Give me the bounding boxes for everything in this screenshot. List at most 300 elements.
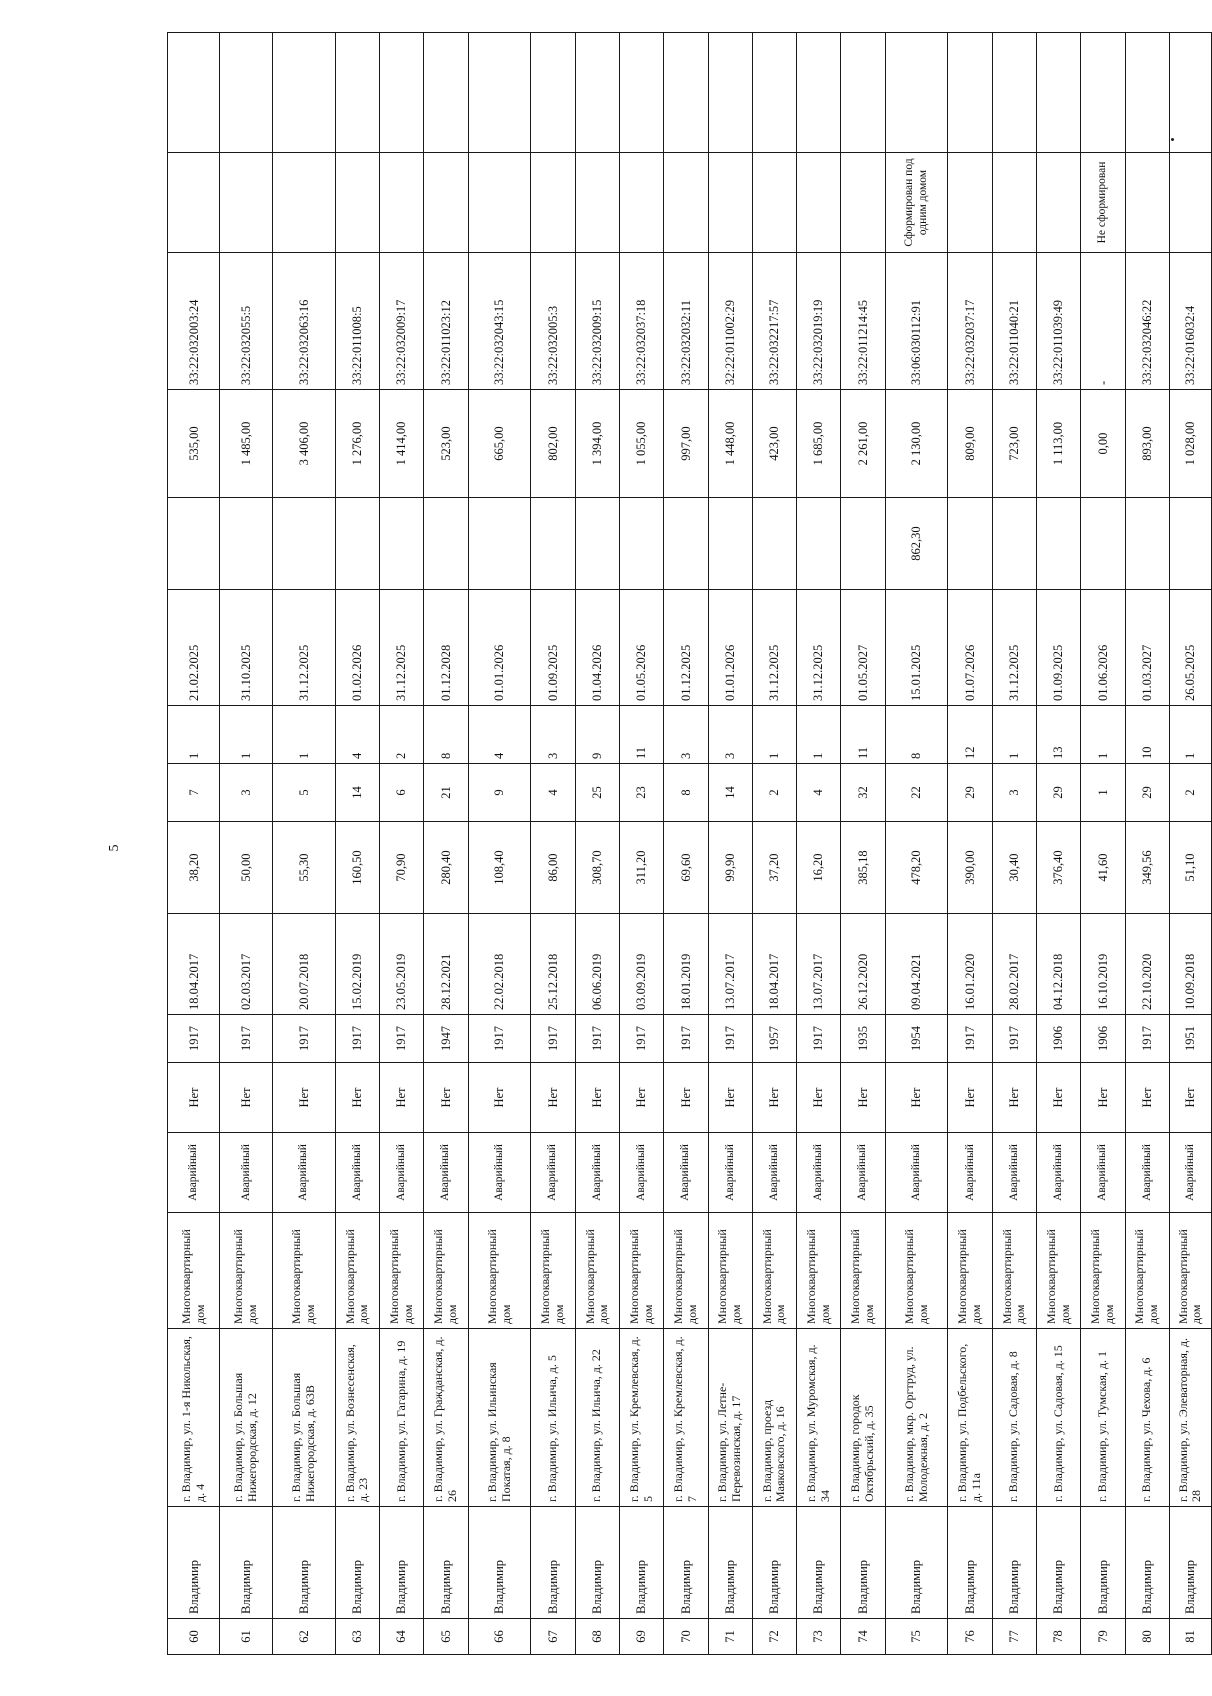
address-cell: г. Владимир, ул. 1-я Никольская, д. 4 bbox=[168, 1329, 220, 1507]
cadastral-number-cell: 33:22:032003:24 bbox=[168, 253, 220, 390]
area-cell: 41,60 bbox=[1081, 822, 1125, 914]
address-cell: г. Владимир, ул. Муромская, д. 34 bbox=[797, 1329, 841, 1507]
land-area-cell: 1 485,00 bbox=[220, 390, 272, 498]
condition-cell: Аварийный bbox=[468, 1133, 531, 1213]
planned-date-cell: 26.05.2025 bbox=[1169, 590, 1211, 706]
note-cell bbox=[797, 153, 841, 253]
note-cell bbox=[619, 153, 663, 253]
residents-cell: 14 bbox=[335, 764, 379, 822]
planned-date-cell: 01.05.2027 bbox=[841, 590, 885, 706]
flag-cell: Нет bbox=[752, 1063, 796, 1133]
note-cell bbox=[664, 153, 708, 253]
year-built-cell: 1954 bbox=[885, 1015, 948, 1063]
year-built-cell: 1917 bbox=[575, 1015, 619, 1063]
planned-date-cell: 01.09.2025 bbox=[1037, 590, 1081, 706]
cadastral-number-cell: 33:22:011214:45 bbox=[841, 253, 885, 390]
row-number: 65 bbox=[424, 1619, 468, 1655]
premises-count-cell: 1 bbox=[220, 706, 272, 764]
recognition-date-cell: 10.09.2018 bbox=[1169, 914, 1211, 1015]
condition-cell: Аварийный bbox=[168, 1133, 220, 1213]
premises-count-cell: 1 bbox=[992, 706, 1036, 764]
residents-cell: 21 bbox=[424, 764, 468, 822]
table-row bbox=[797, 33, 841, 1655]
cadastral-number-cell: 33:22:032009:15 bbox=[575, 253, 619, 390]
extra-value-cell bbox=[468, 498, 531, 590]
city-cell: Владимир bbox=[424, 1507, 468, 1619]
condition-cell: Аварийный bbox=[220, 1133, 272, 1213]
planned-date-cell: 31.10.2025 bbox=[220, 590, 272, 706]
rotated-table-wrapper bbox=[167, 33, 1212, 1655]
extra-value-cell bbox=[220, 498, 272, 590]
flag-cell: Нет bbox=[380, 1063, 424, 1133]
row-number: 75 bbox=[885, 1619, 948, 1655]
area-cell: 390,00 bbox=[948, 822, 992, 914]
row-number: 73 bbox=[797, 1619, 841, 1655]
cadastral-number-cell: 33:22:032019:19 bbox=[797, 253, 841, 390]
residents-cell: 29 bbox=[1037, 764, 1081, 822]
city-cell: Владимир bbox=[752, 1507, 796, 1619]
planned-date-cell: 01.01.2026 bbox=[708, 590, 752, 706]
city-cell: Владимир bbox=[168, 1507, 220, 1619]
note-cell bbox=[1169, 153, 1211, 253]
building-type-cell: Многоквартирный дом bbox=[424, 1213, 468, 1329]
empty-cell bbox=[708, 33, 752, 153]
address-cell: г. Владимир, ул. Ильича, д. 5 bbox=[531, 1329, 575, 1507]
empty-cell bbox=[1037, 33, 1081, 153]
row-number: 61 bbox=[220, 1619, 272, 1655]
planned-date-cell: 01.09.2025 bbox=[531, 590, 575, 706]
cadastral-number-cell: 33:22:032032:11 bbox=[664, 253, 708, 390]
cadastral-number-cell: 32:22:011002:29 bbox=[708, 253, 752, 390]
table-row bbox=[380, 33, 424, 1655]
empty-cell bbox=[841, 33, 885, 153]
recognition-date-cell: 28.02.2017 bbox=[992, 914, 1036, 1015]
empty-cell bbox=[664, 33, 708, 153]
area-cell: 86,00 bbox=[531, 822, 575, 914]
year-built-cell: 1917 bbox=[380, 1015, 424, 1063]
premises-count-cell: 3 bbox=[531, 706, 575, 764]
city-cell: Владимир bbox=[1169, 1507, 1211, 1619]
recognition-date-cell: 23.05.2019 bbox=[380, 914, 424, 1015]
recognition-date-cell: 16.01.2020 bbox=[948, 914, 992, 1015]
address-cell: г. Владимир, мкр. Оргтруд, ул. Молодежная, д. 2 bbox=[885, 1329, 948, 1507]
city-cell: Владимир bbox=[1037, 1507, 1081, 1619]
extra-value-cell bbox=[1037, 498, 1081, 590]
residents-cell: 4 bbox=[797, 764, 841, 822]
table-row bbox=[272, 33, 335, 1655]
planned-date-cell: 15.01.2025 bbox=[885, 590, 948, 706]
condition-cell: Аварийный bbox=[752, 1133, 796, 1213]
planned-date-cell: 01.04.2026 bbox=[575, 590, 619, 706]
area-cell: 38,20 bbox=[168, 822, 220, 914]
recognition-date-cell: 16.10.2019 bbox=[1081, 914, 1125, 1015]
cadastral-number-cell: 33:22:032037:17 bbox=[948, 253, 992, 390]
note-cell bbox=[1037, 153, 1081, 253]
condition-cell: Аварийный bbox=[424, 1133, 468, 1213]
flag-cell: Нет bbox=[797, 1063, 841, 1133]
residents-cell: 2 bbox=[1169, 764, 1211, 822]
building-type-cell: Многоквартирный дом bbox=[335, 1213, 379, 1329]
land-area-cell: 523,00 bbox=[424, 390, 468, 498]
condition-cell: Аварийный bbox=[841, 1133, 885, 1213]
city-cell: Владимир bbox=[468, 1507, 531, 1619]
flag-cell: Нет bbox=[1125, 1063, 1169, 1133]
table-row bbox=[575, 33, 619, 1655]
city-cell: Владимир bbox=[1125, 1507, 1169, 1619]
address-cell: г. Владимир, ул. Ильинская Покатая, д. 8 bbox=[468, 1329, 531, 1507]
building-type-cell: Многоквартирный дом bbox=[841, 1213, 885, 1329]
building-type-cell: Многоквартирный дом bbox=[380, 1213, 424, 1329]
recognition-date-cell: 18.04.2017 bbox=[752, 914, 796, 1015]
cadastral-number-cell: 33:22:032037:18 bbox=[619, 253, 663, 390]
row-number: 64 bbox=[380, 1619, 424, 1655]
empty-cell bbox=[380, 33, 424, 153]
land-area-cell: 423,00 bbox=[752, 390, 796, 498]
cadastral-number-cell: 33:22:032009:17 bbox=[380, 253, 424, 390]
land-area-cell: 723,00 bbox=[992, 390, 1036, 498]
area-cell: 70,90 bbox=[380, 822, 424, 914]
flag-cell: Нет bbox=[220, 1063, 272, 1133]
recognition-date-cell: 13.07.2017 bbox=[797, 914, 841, 1015]
table-row bbox=[1037, 33, 1081, 1655]
premises-count-cell: 8 bbox=[885, 706, 948, 764]
condition-cell: Аварийный bbox=[1169, 1133, 1211, 1213]
planned-date-cell: 01.02.2026 bbox=[335, 590, 379, 706]
cadastral-number-cell: - bbox=[1081, 253, 1125, 390]
city-cell: Владимир bbox=[841, 1507, 885, 1619]
flag-cell: Нет bbox=[575, 1063, 619, 1133]
planned-date-cell: 01.12.2025 bbox=[664, 590, 708, 706]
year-built-cell: 1917 bbox=[708, 1015, 752, 1063]
cadastral-number-cell: 33:22:032055:5 bbox=[220, 253, 272, 390]
extra-value-cell bbox=[575, 498, 619, 590]
flag-cell: Нет bbox=[1037, 1063, 1081, 1133]
row-number: 68 bbox=[575, 1619, 619, 1655]
land-area-cell: 997,00 bbox=[664, 390, 708, 498]
area-cell: 55,30 bbox=[272, 822, 335, 914]
extra-value-cell bbox=[664, 498, 708, 590]
flag-cell: Нет bbox=[335, 1063, 379, 1133]
residents-cell: 29 bbox=[948, 764, 992, 822]
address-cell: г. Владимир, ул. Садовая, д. 8 bbox=[992, 1329, 1036, 1507]
area-cell: 50,00 bbox=[220, 822, 272, 914]
premises-count-cell: 1 bbox=[1169, 706, 1211, 764]
recognition-date-cell: 02.03.2017 bbox=[220, 914, 272, 1015]
address-cell: г. Владимир, ул. Тумская, д. 1 bbox=[1081, 1329, 1125, 1507]
row-number: 79 bbox=[1081, 1619, 1125, 1655]
extra-value-cell bbox=[168, 498, 220, 590]
planned-date-cell: 31.12.2025 bbox=[797, 590, 841, 706]
area-cell: 16,20 bbox=[797, 822, 841, 914]
city-cell: Владимир bbox=[1081, 1507, 1125, 1619]
planned-date-cell: 01.12.2028 bbox=[424, 590, 468, 706]
cadastral-number-cell: 33:06:030112:91 bbox=[885, 253, 948, 390]
planned-date-cell: 31.12.2025 bbox=[380, 590, 424, 706]
extra-value-cell bbox=[841, 498, 885, 590]
building-type-cell: Многоквартирный дом bbox=[948, 1213, 992, 1329]
condition-cell: Аварийный bbox=[664, 1133, 708, 1213]
area-cell: 311,20 bbox=[619, 822, 663, 914]
address-cell: г. Владимир, ул. Гражданская, д. 26 bbox=[424, 1329, 468, 1507]
land-area-cell: 665,00 bbox=[468, 390, 531, 498]
cadastral-number-cell: 33:22:032005:3 bbox=[531, 253, 575, 390]
premises-count-cell: 1 bbox=[272, 706, 335, 764]
flag-cell: Нет bbox=[272, 1063, 335, 1133]
city-cell: Владимир bbox=[220, 1507, 272, 1619]
area-cell: 349,56 bbox=[1125, 822, 1169, 914]
address-cell: г. Владимир, ул. Гагарина, д. 19 bbox=[380, 1329, 424, 1507]
table-row bbox=[424, 33, 468, 1655]
building-type-cell: Многоквартирный дом bbox=[752, 1213, 796, 1329]
area-cell: 385,18 bbox=[841, 822, 885, 914]
condition-cell: Аварийный bbox=[272, 1133, 335, 1213]
page-number: 5 bbox=[107, 844, 122, 852]
table-row bbox=[992, 33, 1036, 1655]
year-built-cell: 1917 bbox=[992, 1015, 1036, 1063]
flag-cell: Нет bbox=[841, 1063, 885, 1133]
empty-cell bbox=[531, 33, 575, 153]
extra-value-cell bbox=[531, 498, 575, 590]
recognition-date-cell: 22.02.2018 bbox=[468, 914, 531, 1015]
empty-cell bbox=[1081, 33, 1125, 153]
flag-cell: Нет bbox=[531, 1063, 575, 1133]
year-built-cell: 1917 bbox=[619, 1015, 663, 1063]
land-area-cell: 1 685,00 bbox=[797, 390, 841, 498]
year-built-cell: 1906 bbox=[1081, 1015, 1125, 1063]
row-number: 66 bbox=[468, 1619, 531, 1655]
area-cell: 99,90 bbox=[708, 822, 752, 914]
premises-count-cell: 12 bbox=[948, 706, 992, 764]
extra-value-cell bbox=[424, 498, 468, 590]
recognition-date-cell: 25.12.2018 bbox=[531, 914, 575, 1015]
extra-value-cell bbox=[1081, 498, 1125, 590]
table-row bbox=[841, 33, 885, 1655]
premises-count-cell: 2 bbox=[380, 706, 424, 764]
note-cell bbox=[948, 153, 992, 253]
empty-cell bbox=[220, 33, 272, 153]
note-cell bbox=[220, 153, 272, 253]
area-cell: 37,20 bbox=[752, 822, 796, 914]
extra-value-cell bbox=[1169, 498, 1211, 590]
condition-cell: Аварийный bbox=[1125, 1133, 1169, 1213]
recognition-date-cell: 28.12.2021 bbox=[424, 914, 468, 1015]
housing-registry-table bbox=[167, 32, 1212, 1655]
table-row bbox=[664, 33, 708, 1655]
premises-count-cell: 1 bbox=[1081, 706, 1125, 764]
empty-cell bbox=[575, 33, 619, 153]
note-cell bbox=[468, 153, 531, 253]
land-area-cell: 1 276,00 bbox=[335, 390, 379, 498]
recognition-date-cell: 18.01.2019 bbox=[664, 914, 708, 1015]
year-built-cell: 1917 bbox=[335, 1015, 379, 1063]
city-cell: Владимир bbox=[335, 1507, 379, 1619]
land-area-cell: 2 130,00 bbox=[885, 390, 948, 498]
year-built-cell: 1917 bbox=[272, 1015, 335, 1063]
year-built-cell: 1906 bbox=[1037, 1015, 1081, 1063]
premises-count-cell: 4 bbox=[468, 706, 531, 764]
condition-cell: Аварийный bbox=[1081, 1133, 1125, 1213]
recognition-date-cell: 03.09.2019 bbox=[619, 914, 663, 1015]
year-built-cell: 1951 bbox=[1169, 1015, 1211, 1063]
flag-cell: Нет bbox=[708, 1063, 752, 1133]
cadastral-number-cell: 33:22:011039:49 bbox=[1037, 253, 1081, 390]
year-built-cell: 1917 bbox=[220, 1015, 272, 1063]
empty-cell bbox=[885, 33, 948, 153]
residents-cell: 32 bbox=[841, 764, 885, 822]
address-cell: г. Владимир, проезд Маяковского, д. 16 bbox=[752, 1329, 796, 1507]
cadastral-number-cell: 33:22:011040:21 bbox=[992, 253, 1036, 390]
condition-cell: Аварийный bbox=[797, 1133, 841, 1213]
building-type-cell: Многоквартирный дом bbox=[1081, 1213, 1125, 1329]
residents-cell: 14 bbox=[708, 764, 752, 822]
year-built-cell: 1917 bbox=[797, 1015, 841, 1063]
note-cell bbox=[841, 153, 885, 253]
planned-date-cell: 01.07.2026 bbox=[948, 590, 992, 706]
cadastral-number-cell: 33:22:032046:22 bbox=[1125, 253, 1169, 390]
building-type-cell: Многоквартирный дом bbox=[1169, 1213, 1211, 1329]
planned-date-cell: 21.02.2025 bbox=[168, 590, 220, 706]
residents-cell: 7 bbox=[168, 764, 220, 822]
table-row bbox=[885, 33, 948, 1655]
row-number: 71 bbox=[708, 1619, 752, 1655]
flag-cell: Нет bbox=[1081, 1063, 1125, 1133]
row-number: 70 bbox=[664, 1619, 708, 1655]
empty-cell bbox=[752, 33, 796, 153]
condition-cell: Аварийный bbox=[531, 1133, 575, 1213]
building-type-cell: Многоквартирный дом bbox=[708, 1213, 752, 1329]
land-area-cell: 0,00 bbox=[1081, 390, 1125, 498]
land-area-cell: 1 414,00 bbox=[380, 390, 424, 498]
year-built-cell: 1917 bbox=[664, 1015, 708, 1063]
building-type-cell: Многоквартирный дом bbox=[797, 1213, 841, 1329]
land-area-cell: 535,00 bbox=[168, 390, 220, 498]
year-built-cell: 1917 bbox=[168, 1015, 220, 1063]
city-cell: Владимир bbox=[619, 1507, 663, 1619]
table-row bbox=[752, 33, 796, 1655]
empty-cell bbox=[468, 33, 531, 153]
cadastral-number-cell: 33:22:032217:57 bbox=[752, 253, 796, 390]
land-area-cell: 1 113,00 bbox=[1037, 390, 1081, 498]
table-row bbox=[619, 33, 663, 1655]
note-cell bbox=[424, 153, 468, 253]
premises-count-cell: 9 bbox=[575, 706, 619, 764]
area-cell: 478,20 bbox=[885, 822, 948, 914]
area-cell: 376,40 bbox=[1037, 822, 1081, 914]
empty-cell bbox=[948, 33, 992, 153]
city-cell: Владимир bbox=[708, 1507, 752, 1619]
residents-cell: 23 bbox=[619, 764, 663, 822]
extra-value-cell bbox=[335, 498, 379, 590]
building-type-cell: Многоквартирный дом bbox=[168, 1213, 220, 1329]
note-cell bbox=[531, 153, 575, 253]
planned-date-cell: 01.03.2027 bbox=[1125, 590, 1169, 706]
table-row bbox=[708, 33, 752, 1655]
note-cell bbox=[272, 153, 335, 253]
city-cell: Владимир bbox=[272, 1507, 335, 1619]
empty-cell bbox=[168, 33, 220, 153]
city-cell: Владимир bbox=[797, 1507, 841, 1619]
row-number: 74 bbox=[841, 1619, 885, 1655]
flag-cell: Нет bbox=[992, 1063, 1036, 1133]
table-row bbox=[168, 33, 220, 1655]
planned-date-cell: 01.01.2026 bbox=[468, 590, 531, 706]
premises-count-cell: 11 bbox=[619, 706, 663, 764]
residents-cell: 8 bbox=[664, 764, 708, 822]
note-cell: Не сформирован bbox=[1081, 153, 1125, 253]
flag-cell: Нет bbox=[424, 1063, 468, 1133]
land-area-cell: 1 028,00 bbox=[1169, 390, 1211, 498]
table-row bbox=[1081, 33, 1125, 1655]
building-type-cell: Многоквартирный дом bbox=[885, 1213, 948, 1329]
cadastral-number-cell: 33:22:016032:4 bbox=[1169, 253, 1211, 390]
table-row bbox=[1125, 33, 1169, 1655]
empty-cell bbox=[335, 33, 379, 153]
condition-cell: Аварийный bbox=[575, 1133, 619, 1213]
extra-value-cell bbox=[992, 498, 1036, 590]
area-cell: 30,40 bbox=[992, 822, 1036, 914]
building-type-cell: Многоквартирный дом bbox=[575, 1213, 619, 1329]
flag-cell: Нет bbox=[468, 1063, 531, 1133]
premises-count-cell: 1 bbox=[168, 706, 220, 764]
row-number: 76 bbox=[948, 1619, 992, 1655]
building-type-cell: Многоквартирный дом bbox=[272, 1213, 335, 1329]
note-cell bbox=[752, 153, 796, 253]
residents-cell: 5 bbox=[272, 764, 335, 822]
area-cell: 69,60 bbox=[664, 822, 708, 914]
extra-value-cell bbox=[380, 498, 424, 590]
condition-cell: Аварийный bbox=[885, 1133, 948, 1213]
year-built-cell: 1917 bbox=[948, 1015, 992, 1063]
cadastral-number-cell: 33:22:032043:15 bbox=[468, 253, 531, 390]
note-cell bbox=[708, 153, 752, 253]
year-built-cell: 1957 bbox=[752, 1015, 796, 1063]
row-number: 80 bbox=[1125, 1619, 1169, 1655]
address-cell: г. Владимир, ул. Садовая, д. 15 bbox=[1037, 1329, 1081, 1507]
extra-value-cell bbox=[797, 498, 841, 590]
building-type-cell: Многоквартирный дом bbox=[220, 1213, 272, 1329]
recognition-date-cell: 04.12.2018 bbox=[1037, 914, 1081, 1015]
empty-cell bbox=[272, 33, 335, 153]
building-type-cell: Многоквартирный дом bbox=[531, 1213, 575, 1329]
land-area-cell: 1 448,00 bbox=[708, 390, 752, 498]
residents-cell: 25 bbox=[575, 764, 619, 822]
premises-count-cell: 4 bbox=[335, 706, 379, 764]
flag-cell: Нет bbox=[664, 1063, 708, 1133]
condition-cell: Аварийный bbox=[335, 1133, 379, 1213]
premises-count-cell: 13 bbox=[1037, 706, 1081, 764]
premises-count-cell: 8 bbox=[424, 706, 468, 764]
premises-count-cell: 1 bbox=[752, 706, 796, 764]
row-number: 69 bbox=[619, 1619, 663, 1655]
table-row bbox=[335, 33, 379, 1655]
address-cell: г. Владимир, ул. Летне-Перевозинская, д. 17 bbox=[708, 1329, 752, 1507]
area-cell: 160,50 bbox=[335, 822, 379, 914]
residents-cell: 22 bbox=[885, 764, 948, 822]
planned-date-cell: 31.12.2025 bbox=[272, 590, 335, 706]
residents-cell: 29 bbox=[1125, 764, 1169, 822]
flag-cell: Нет bbox=[948, 1063, 992, 1133]
area-cell: 280,40 bbox=[424, 822, 468, 914]
building-type-cell: Многоквартирный дом bbox=[664, 1213, 708, 1329]
table-row bbox=[220, 33, 272, 1655]
condition-cell: Аварийный bbox=[1037, 1133, 1081, 1213]
planned-date-cell: 31.12.2025 bbox=[752, 590, 796, 706]
recognition-date-cell: 26.12.2020 bbox=[841, 914, 885, 1015]
cadastral-number-cell: 33:22:011023:12 bbox=[424, 253, 468, 390]
residents-cell: 9 bbox=[468, 764, 531, 822]
address-cell: г. Владимир, ул. Подбельского, д. 11а bbox=[948, 1329, 992, 1507]
residents-cell: 6 bbox=[380, 764, 424, 822]
